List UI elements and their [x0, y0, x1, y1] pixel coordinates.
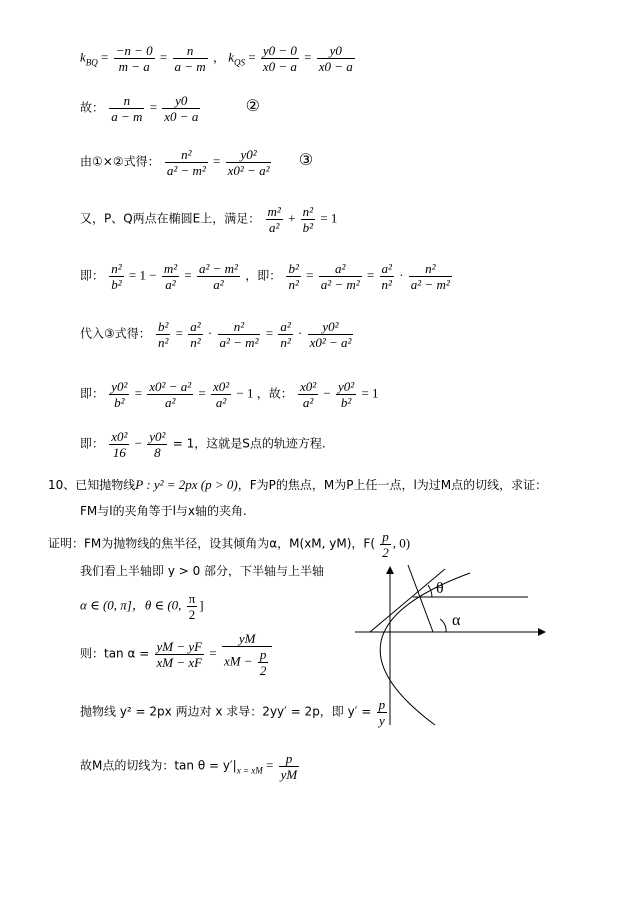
ellipse-condition: 又，P、Q两点在椭圆E上，满足： $\frac{\text{m²}}{\text{a²}}$ + $\frac{\text{n²}}{\text{b²}}$ = 1: [80, 204, 338, 235]
equation-5: 即： $\frac{\text{n²}}{\text{b²}}$ = 1 − $\frac{\text{m²}}{\text{a²}}$ = $\frac{\text{a² − m²}}{\text{a²}}$ ，即： $\frac{\text{b²}}{\text{n²}}$ = $\frac{\text{a²}}{\text{a² − m²}}$ = $\frac{\text{a²}}{\text{n²}}$ · $\frac{\text{n²}}{\text{a² − m²}}$: [80, 261, 450, 292]
problem-10-statement-2: FM与l的夹角等于l与x轴的夹角.: [80, 504, 247, 518]
tangent-line: [370, 569, 445, 632]
tangent-equation: 故M点的切线为：$\tan \theta = y'|_{x = xM}$ = $\frac{p}{yM}$: [80, 751, 298, 782]
proof-intro: 证明：FM为抛物线的焦半径，设其倾角为α，M(xM, yM)，F( $\frac{p}{2}$ , 0): [48, 529, 411, 560]
derivative-equation: 抛物线 y² = 2px 两边对 x 求导：2yy′ = 2p，即 y′ = $\frac{p}{y}$: [80, 697, 386, 728]
parabola-curve: [380, 573, 470, 725]
trajectory-equation: 即： $\frac{\text{x0²}}{16}$ − $\frac{\text{y0²}}{8}$ = 1，这就是S点的轨迹方程.: [80, 429, 326, 460]
alpha-label: α: [452, 612, 461, 629]
theta-label: θ: [436, 580, 444, 597]
upper-half-note: 我们看上半轴即 y > 0 部分，下半轴与上半轴: [80, 565, 325, 577]
equation-2: 故： $\frac{n}{a - m}$ = $\frac{y0}{x0 - a}$ ②: [80, 93, 260, 124]
tan-alpha-equation: 则：tan α = $\frac{yM - yF}{xM - xF}$ = yM xM − $\frac{p}{2}$: [80, 632, 274, 677]
alpha-arc: [440, 619, 446, 632]
equation-6: 代入③式得： $\frac{\text{b²}}{\text{n²}}$ = $\frac{\text{a²}}{\text{n²}}$ · $\frac{\text{n²}}{\text{a² − m²}}$ = $\frac{\text{a²}}{\text{n²}}$ · $\frac{\text{y0²}}{\text{x0² − a²}}$: [80, 319, 352, 350]
problem-10-statement: 10、已知抛物线P : y² = 2px (p > 0)，F为P的焦点，M为P上任一点，l为过M点的切线，求证：: [48, 477, 548, 492]
equation-7: 即： $\frac{\text{y0²}}{\text{b²}}$ = $\frac{\text{x0² − a²}}{\text{a²}}$ = $\frac{\text{x0²}}{\text{a²}}$ − 1 ，故： $\frac{\text{x0²}}{\text{a²}}$ − $\frac{\text{y0²}}{\text{b²}}$ = 1: [80, 379, 379, 410]
angle-ranges: α ∈ (0, π]，θ ∈ (0, $\frac{\pi}{2}$ ]: [80, 591, 204, 622]
parabola-figure: [350, 555, 560, 730]
slope-expressions: $k_{BQ}$ = $\frac{-n - 0}{m - a}$ = $\frac{n}{a - m}$ ， $k_{QS}$ = $\frac{y0 - 0}{x0 - a}$ = $\frac{y0}{x0 - a}$: [80, 43, 353, 74]
equation-3: 由①×②式得： $\frac{\text{n²}}{\text{a² − m²}}$ = $\frac{\text{y0²}}{\text{x0² − a²}}$ ③: [80, 147, 314, 178]
focal-radius-line: [408, 565, 433, 632]
